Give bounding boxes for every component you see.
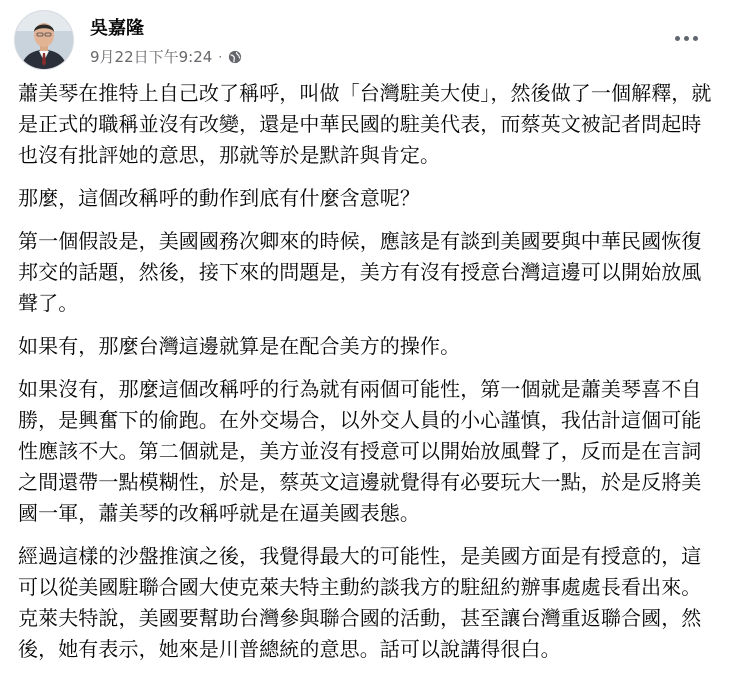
avatar[interactable] (14, 10, 74, 70)
profile-photo (15, 11, 73, 69)
post-paragraph: 那麼，這個改稱呼的動作到底有什麼含意呢？ (18, 186, 420, 210)
post-paragraph: 經過這樣的沙盤推演之後，我覺得最大的可能性，是美國方面是有授意的，這可以從美國駐聯合國大使克萊夫特主動約談我方的駐紐約辦事處處長看出來。克萊夫特說，美國要幫助台灣參與聯合國的活動，甚至讓台灣重返聯合國，然後，她有表示，她來是川普總統的意思。話可以說講得很白。 (18, 544, 702, 661)
post-meta (90, 46, 242, 67)
post-timestamp[interactable]: 9月22日下午9:24 (90, 48, 213, 66)
more-options-icon[interactable] (668, 26, 704, 50)
post-paragraph: 如果沒有，那麼這個改稱呼的行為就有兩個可能性，第一個就是蕭美琴喜不自勝，是興奮下的偷跑。在外交場合，以外交人員的小心謹慎，我估計這個可能性應該不大。第二個就是，美方並沒有授意可以開始放風聲了，反而是在言詞之間還帶一點模糊性，於是，蔡英文這邊就覺得有必要玩大一點，於是反將美國一軍，蕭美琴的改稱呼就是在逼美國表態。 (18, 377, 702, 525)
post-paragraph: 第一個假設是，美國國務次卿來的時候，應該是有談到美國要與中華民國恢復邦交的話題，然後，接下來的問題是，美方有沒有授意台灣這邊可以開始放風聲了。 (18, 229, 702, 315)
meta-separator: · (218, 49, 223, 64)
globe-icon[interactable] (228, 50, 242, 64)
post-body (18, 78, 718, 677)
author-name[interactable]: 吳嘉隆 (90, 18, 144, 39)
post-paragraph: 蕭美琴在推特上自己改了稱呼，叫做「台灣駐美大使」，然後做了一個解釋，就是正式的職稱並沒有改變，還是中華民國的駐美代表，而蔡英文被記者問起時也沒有批評她的意思，那就等於是默許與肯定。 (18, 81, 712, 167)
post-header (14, 8, 714, 70)
post-paragraph: 如果有，那麼台灣這邊就算是在配合美方的操作。 (18, 334, 461, 358)
